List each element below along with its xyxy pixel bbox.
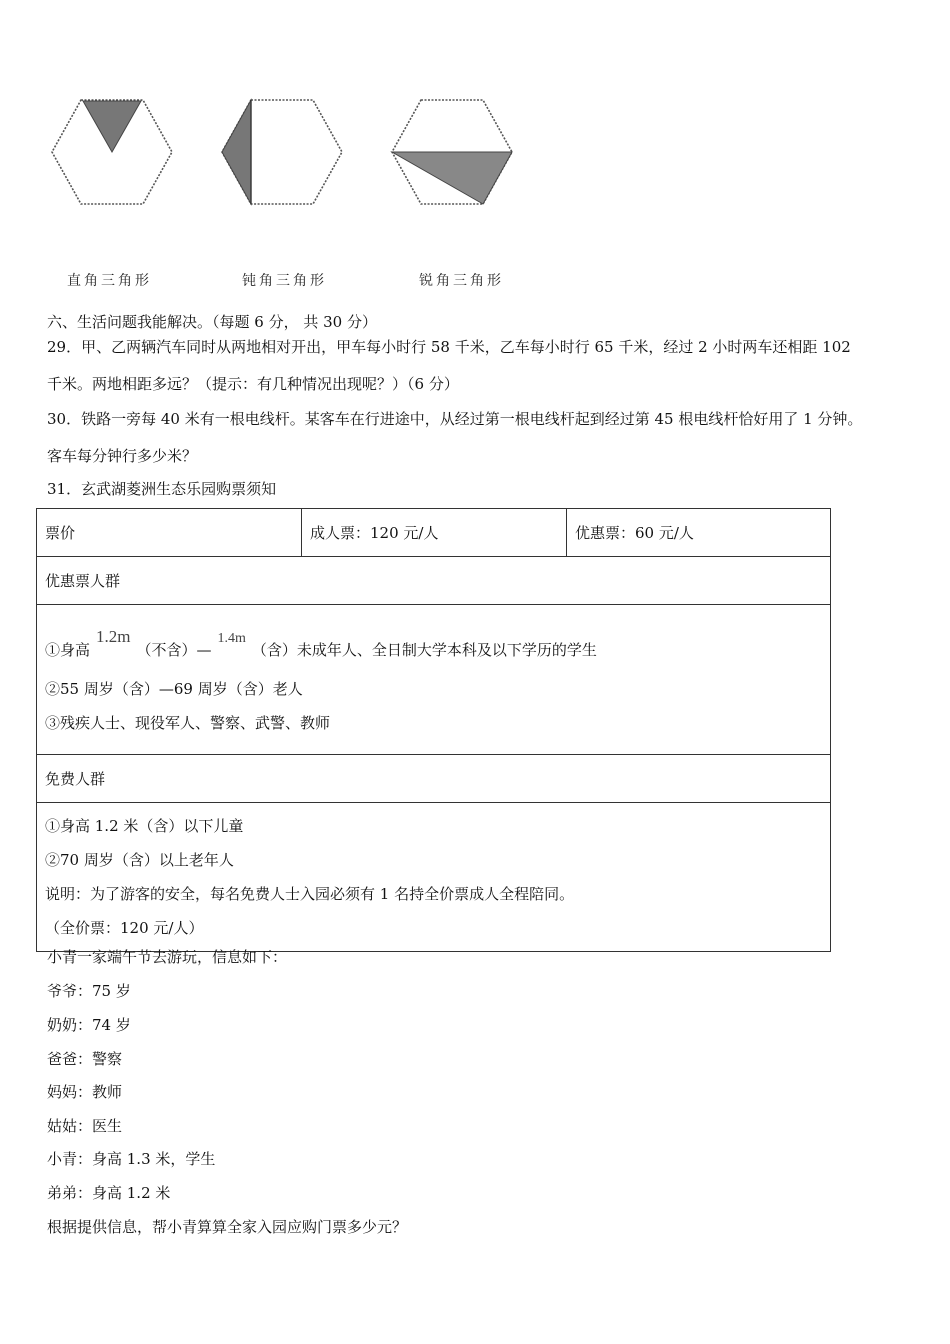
discount-items-cell — [37, 605, 831, 755]
q29-line1: 29．甲、乙两辆汽车同时从两地相对开出，甲车每小时行 58 千米，乙车每小时行 65 千米，经过 2 小时两车还相距 102 — [47, 338, 851, 356]
section-title: 六、生活问题我能解决。（每题 6 分， 共 30 分） — [47, 313, 377, 331]
q30-line1: 30．铁路一旁每 40 米有一根电线杆。某客车在行进途中，从经过第一根电线杆起到经过第 45 根电线杆恰好用了 1 分钟。 — [47, 410, 863, 428]
price-row — [37, 509, 831, 557]
family-member: 爷爷：75 岁 — [47, 982, 131, 1000]
shaded-right-triangle — [83, 101, 141, 152]
discount-items-row — [37, 605, 831, 755]
family-member: 弟弟：身高 1.2 米 — [47, 1184, 171, 1202]
shaded-acute-triangle — [392, 152, 512, 204]
caption-right-triangle: 直角三角形 — [67, 273, 152, 289]
hexagon-acute-triangle-figure — [388, 92, 518, 212]
free-item-2: ②70 周岁（含）以上老年人 — [45, 851, 234, 869]
height-value-2: 1.4m — [217, 630, 246, 646]
family-intro: 小青一家端午节去游玩，信息如下： — [47, 948, 288, 966]
ticket-info-table — [36, 508, 831, 952]
discount-group-title: 优惠票人群 — [37, 557, 831, 605]
adult-price-cell: 成人票：120 元/人 — [302, 509, 567, 557]
q30-line2: 客车每分钟行多少米？ — [47, 447, 198, 465]
discount-group-row — [37, 557, 831, 605]
q29-line2: 千米。两地相距多远？（提示：有几种情况出现呢？）（6 分） — [47, 375, 459, 393]
price-label-cell: 票价 — [37, 509, 302, 557]
shaded-obtuse-triangle — [222, 100, 251, 204]
height-value-1: 1.2m — [96, 626, 131, 646]
free-items-cell — [37, 803, 831, 952]
family-member: 奶奶：74 岁 — [47, 1016, 131, 1034]
discount-item-1: ①身高1.2m（不含）—1.4m（含）未成年人、全日制大学本科及以下学历的学生 — [45, 626, 597, 659]
family-member: 妈妈：教师 — [47, 1083, 123, 1101]
hexagon-right-triangle-figure — [48, 92, 178, 212]
q31-question: 根据提供信息，帮小青算算全家入园应购门票多少元？ — [47, 1218, 408, 1236]
discount-item-3: ③残疾人士、现役军人、警察、武警、教师 — [45, 713, 331, 732]
free-items-row — [37, 803, 831, 952]
q31-title: 31．玄武湖菱洲生态乐园购票须知 — [47, 480, 277, 498]
family-member: 爸爸：警察 — [47, 1050, 123, 1068]
family-member: 小青：身高 1.3 米，学生 — [47, 1150, 216, 1168]
free-group-title: 免费人群 — [37, 755, 831, 803]
discount-item-2: ②55 周岁（含）—69 周岁（含）老人 — [45, 679, 303, 698]
family-member: 姑姑：医生 — [47, 1117, 123, 1135]
discount-price-cell: 优惠票：60 元/人 — [567, 509, 831, 557]
caption-acute-triangle: 锐角三角形 — [419, 273, 504, 289]
free-note: 说明：为了游客的安全，每名免费人士入园必须有 1 名持全价票成人全程陪同。 — [45, 885, 575, 903]
free-item-1: ①身高 1.2 米（含）以下儿童 — [45, 817, 244, 835]
free-note-2: （全价票：120 元/人） — [45, 919, 204, 937]
free-group-row — [37, 755, 831, 803]
caption-obtuse-triangle: 钝角三角形 — [242, 273, 327, 289]
hexagon-obtuse-triangle-figure — [218, 92, 348, 212]
